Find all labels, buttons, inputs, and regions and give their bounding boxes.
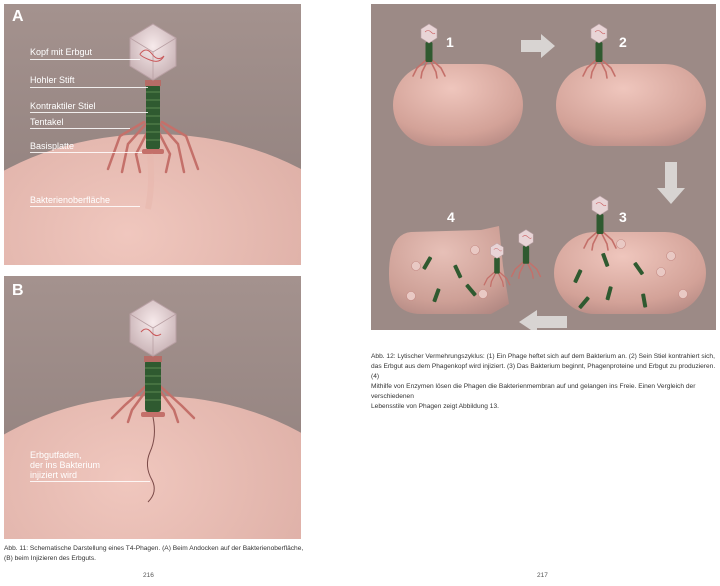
label-sheath: Kontraktiler Stiel	[30, 101, 96, 111]
bacterium-step-2	[556, 64, 706, 146]
label-dna-line1: Erbgutfaden,	[30, 450, 82, 460]
label-head: Kopf mit Erbgut	[30, 47, 93, 57]
phage-head-particle-6	[471, 246, 480, 255]
figure-12-lytic-cycle	[371, 4, 716, 330]
bacterium-step-4	[389, 226, 509, 314]
phage-docking-illustration	[4, 4, 301, 265]
phage-head-particle-4	[667, 252, 676, 261]
bacterium-step-3	[554, 232, 706, 314]
phage-head-particle-5	[412, 262, 421, 271]
figure-11-caption	[4, 544, 304, 564]
page-number-right: 217	[537, 572, 548, 579]
leader-line-tentacle	[30, 128, 130, 129]
leader-line-surface	[30, 206, 140, 207]
leader-line-baseplate	[30, 152, 142, 153]
panel-letter-a: A	[12, 8, 24, 25]
step-number-2: 2	[619, 34, 627, 50]
phage-head-particle-7	[479, 290, 488, 299]
caption-12-line3: Mithilfe von Enzymen lösen die Phagen die Bakterienmembran auf und gelangen ins Freie. Einen Vergleich der verschiedenen	[371, 383, 696, 400]
caption-12-line2: das Erbgut aus dem Phagenkopf wird injiziert. (3) Das Bakterium beginnt, Phagenproteine und Erbgut zu produzieren. (4)	[371, 363, 716, 380]
phage-injecting-illustration	[4, 276, 301, 539]
label-tube: Hohler Stift	[30, 75, 75, 85]
leader-line-sheath	[30, 112, 148, 113]
phage-head-particle-2	[657, 268, 666, 277]
panel-letter-b: B	[12, 282, 24, 299]
lytic-cycle-illustration	[371, 4, 716, 330]
page-number-left: 216	[143, 572, 154, 579]
label-dna-line2: der ins Bakterium	[30, 460, 101, 470]
phage-head-particle-8	[407, 292, 416, 301]
step-number-1: 1	[446, 34, 454, 50]
phage-head-particle-1	[617, 240, 626, 249]
leader-line-tube	[30, 87, 148, 88]
caption-12-line4: Lebensstile von Phagen zeigt Abbildung 13.	[371, 403, 499, 410]
step-number-3: 3	[619, 209, 627, 225]
label-surface: Bakterienoberfläche	[30, 195, 111, 205]
figure-11-panel-a	[4, 4, 301, 265]
step-number-4: 4	[447, 209, 455, 225]
label-baseplate: Basisplatte	[30, 141, 75, 151]
label-tentacle: Tentakel	[30, 117, 64, 127]
figure-12-caption	[371, 352, 716, 412]
label-dna-line3: injiziert wird	[30, 470, 78, 480]
caption-11-line1: Abb. 11: Schematische Darstellung eines T4-Phagen. (A) Beim Andocken auf der Bakterienoberfläche,	[4, 545, 304, 552]
leader-line-head	[30, 59, 140, 60]
leader-line-dna	[30, 481, 150, 482]
phage-head-particle-3	[679, 290, 688, 299]
caption-11-line2: (B) beim Injizieren des Erbguts.	[4, 555, 96, 562]
caption-12-line1: Abb. 12: Lytischer Vermehrungszyklus: (1) Ein Phage heftet sich auf dem Bakterium an. (2) Sein Stiel kontrahiert sich,	[371, 353, 715, 360]
figure-11-panel-b	[4, 276, 301, 539]
